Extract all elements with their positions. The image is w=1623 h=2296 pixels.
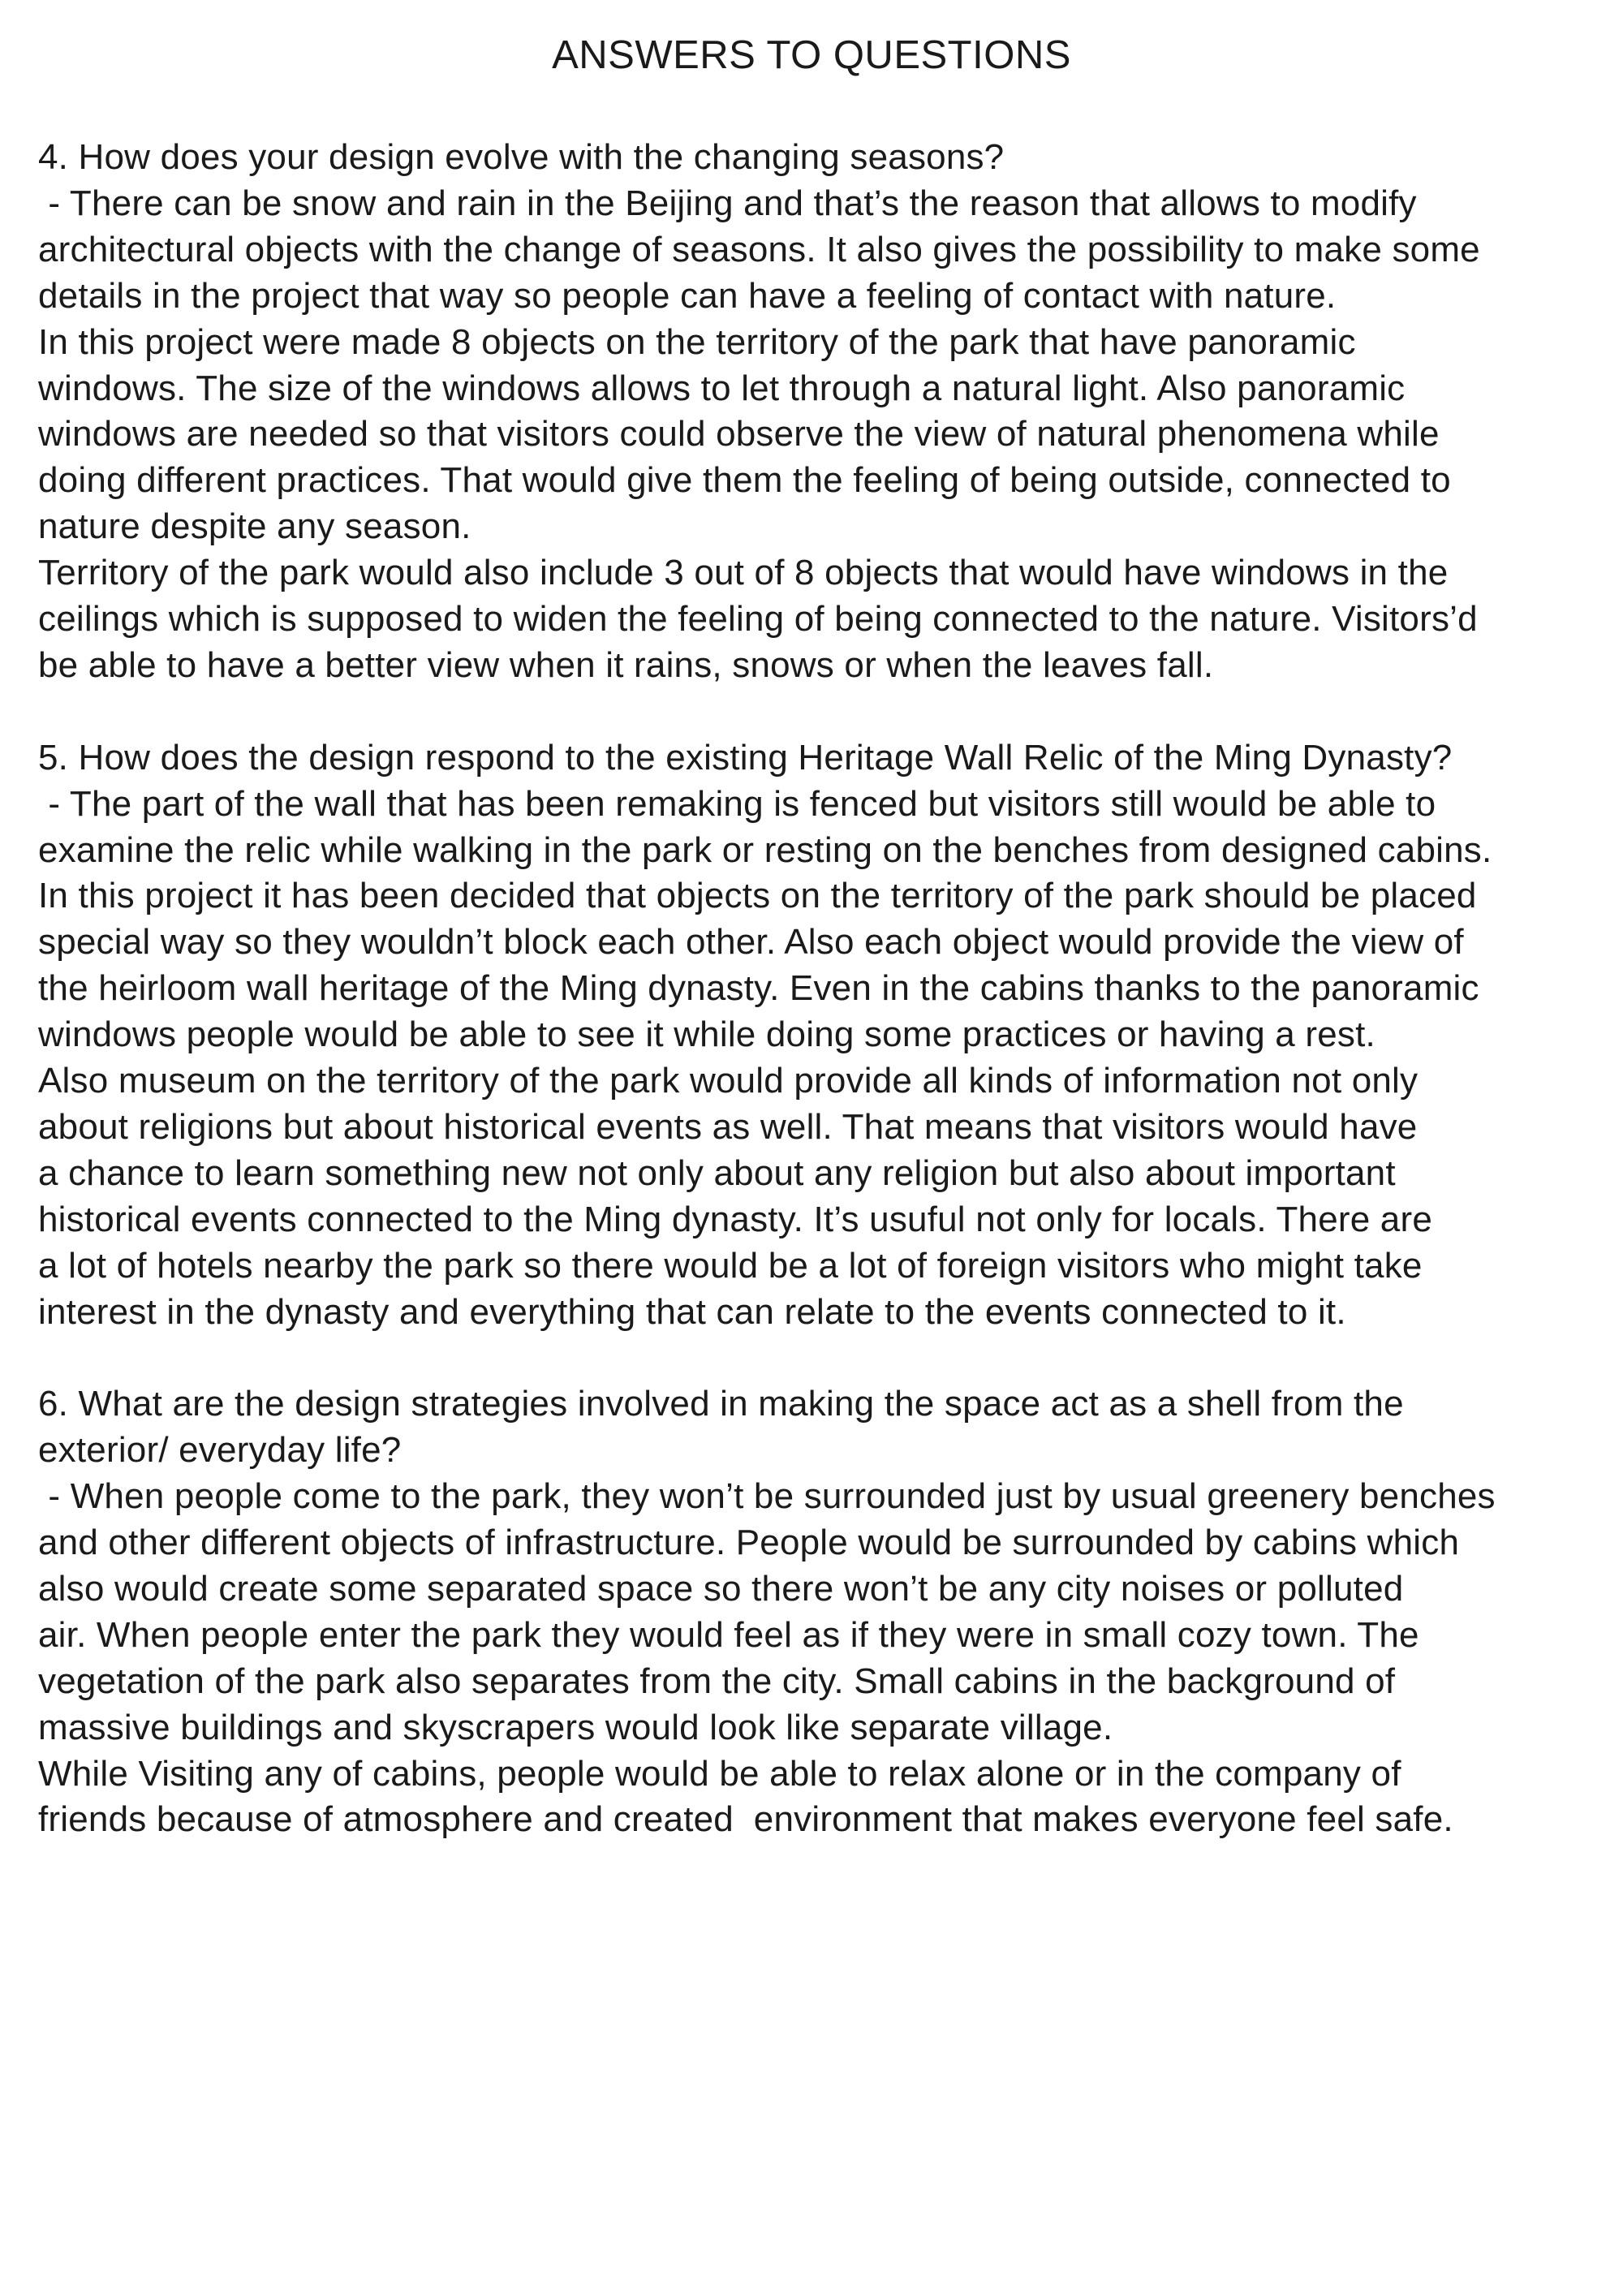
text-line: nature despite any season.	[38, 506, 471, 547]
text-line: In this project it has been decided that objects on the territory of the park should be placed	[38, 876, 1477, 916]
text-line: - When people come to the park, they won’t be surrounded just by usual greenery benches	[38, 1476, 1496, 1517]
text-line: Also museum on the territory of the park would provide all kinds of information not only	[38, 1061, 1419, 1101]
text-line: ceilings which is supposed to widen the feeling of being connected to the nature. Visitors’d	[38, 599, 1478, 639]
text-line: a chance to learn something new not only about any religion but also about important	[38, 1152, 1396, 1193]
text-line: - There can be snow and rain in the Beijing and that’s the reason that allows to modify	[38, 183, 1417, 223]
text-line: and other different objects of infrastructure. People would be surrounded by cabins which	[38, 1523, 1460, 1562]
text-line: the heirloom wall heritage of the Ming dynasty. Even in the cabins thanks to the panoramic	[38, 968, 1479, 1009]
text-line: historical events connected to the Ming dynasty. It’s usuful not only for locals. There are	[38, 1199, 1433, 1239]
text-line: be able to have a better view when it rains, snows or when the leaves fall.	[38, 644, 1214, 685]
text-line: friends because of atmosphere and created environment that makes everyone feel safe.	[38, 1799, 1453, 1840]
text-line: windows. The size of the windows allows to let through a natural light. Also panoramic	[38, 368, 1406, 408]
text-line: vegetation of the park also separates from the city. Small cabins in the background of	[38, 1661, 1396, 1701]
page-title: ANSWERS TO QUESTIONS	[552, 33, 1071, 77]
text-line: also would create some separated space so there won’t be any city noises or polluted	[38, 1568, 1404, 1609]
text-line: - The part of the wall that has been remaking is fenced but visitors still would be able to	[38, 783, 1436, 824]
text-line: 4. How does your design evolve with the changing seasons?	[38, 137, 1005, 177]
text-line: While Visiting any of cabins, people would be able to relax alone or in the company of	[38, 1753, 1401, 1794]
text-line: 6. What are the design strategies involved in making the space act as a shell from the	[38, 1384, 1404, 1424]
text-line: interest in the dynasty and everything that can relate to the events connected to it.	[38, 1291, 1346, 1332]
text-line: windows are needed so that visitors could observe the view of natural phenomena while	[38, 414, 1440, 454]
text-line: air. When people enter the park they would feel as if they were in small cozy town. The	[38, 1614, 1419, 1655]
text-line: exterior/ everyday life?	[38, 1430, 402, 1471]
text-line: details in the project that way so people can have a feeling of contact with nature.	[38, 275, 1337, 316]
text-line: massive buildings and skyscrapers would look like separate village.	[38, 1707, 1113, 1747]
text-line: Territory of the park would also include 3 out of 8 objects that would have windows in the	[38, 553, 1449, 593]
text-line: architectural objects with the change of seasons. It also gives the possibility to make some	[38, 229, 1480, 269]
text-line: windows people would be able to see it while doing some practices or having a rest.	[38, 1014, 1375, 1055]
text-line: examine the relic while walking in the park or resting on the benches from designed cabins.	[38, 829, 1492, 870]
text-line: doing different practices. That would give them the feeling of being outside, connected to	[38, 460, 1451, 501]
text-line: In this project were made 8 objects on the territory of the park that have panoramic	[38, 321, 1356, 362]
text-line: 5. How does the design respond to the existing Heritage Wall Relic of the Ming Dynasty?	[38, 737, 1453, 778]
text-line: about religions but about historical events as well. That means that visitors would have	[38, 1106, 1418, 1147]
text-line: special way so they wouldn’t block each other. Also each object would provide the view of	[38, 922, 1464, 963]
text-line: a lot of hotels nearby the park so there would be a lot of foreign visitors who might take	[38, 1245, 1423, 1286]
